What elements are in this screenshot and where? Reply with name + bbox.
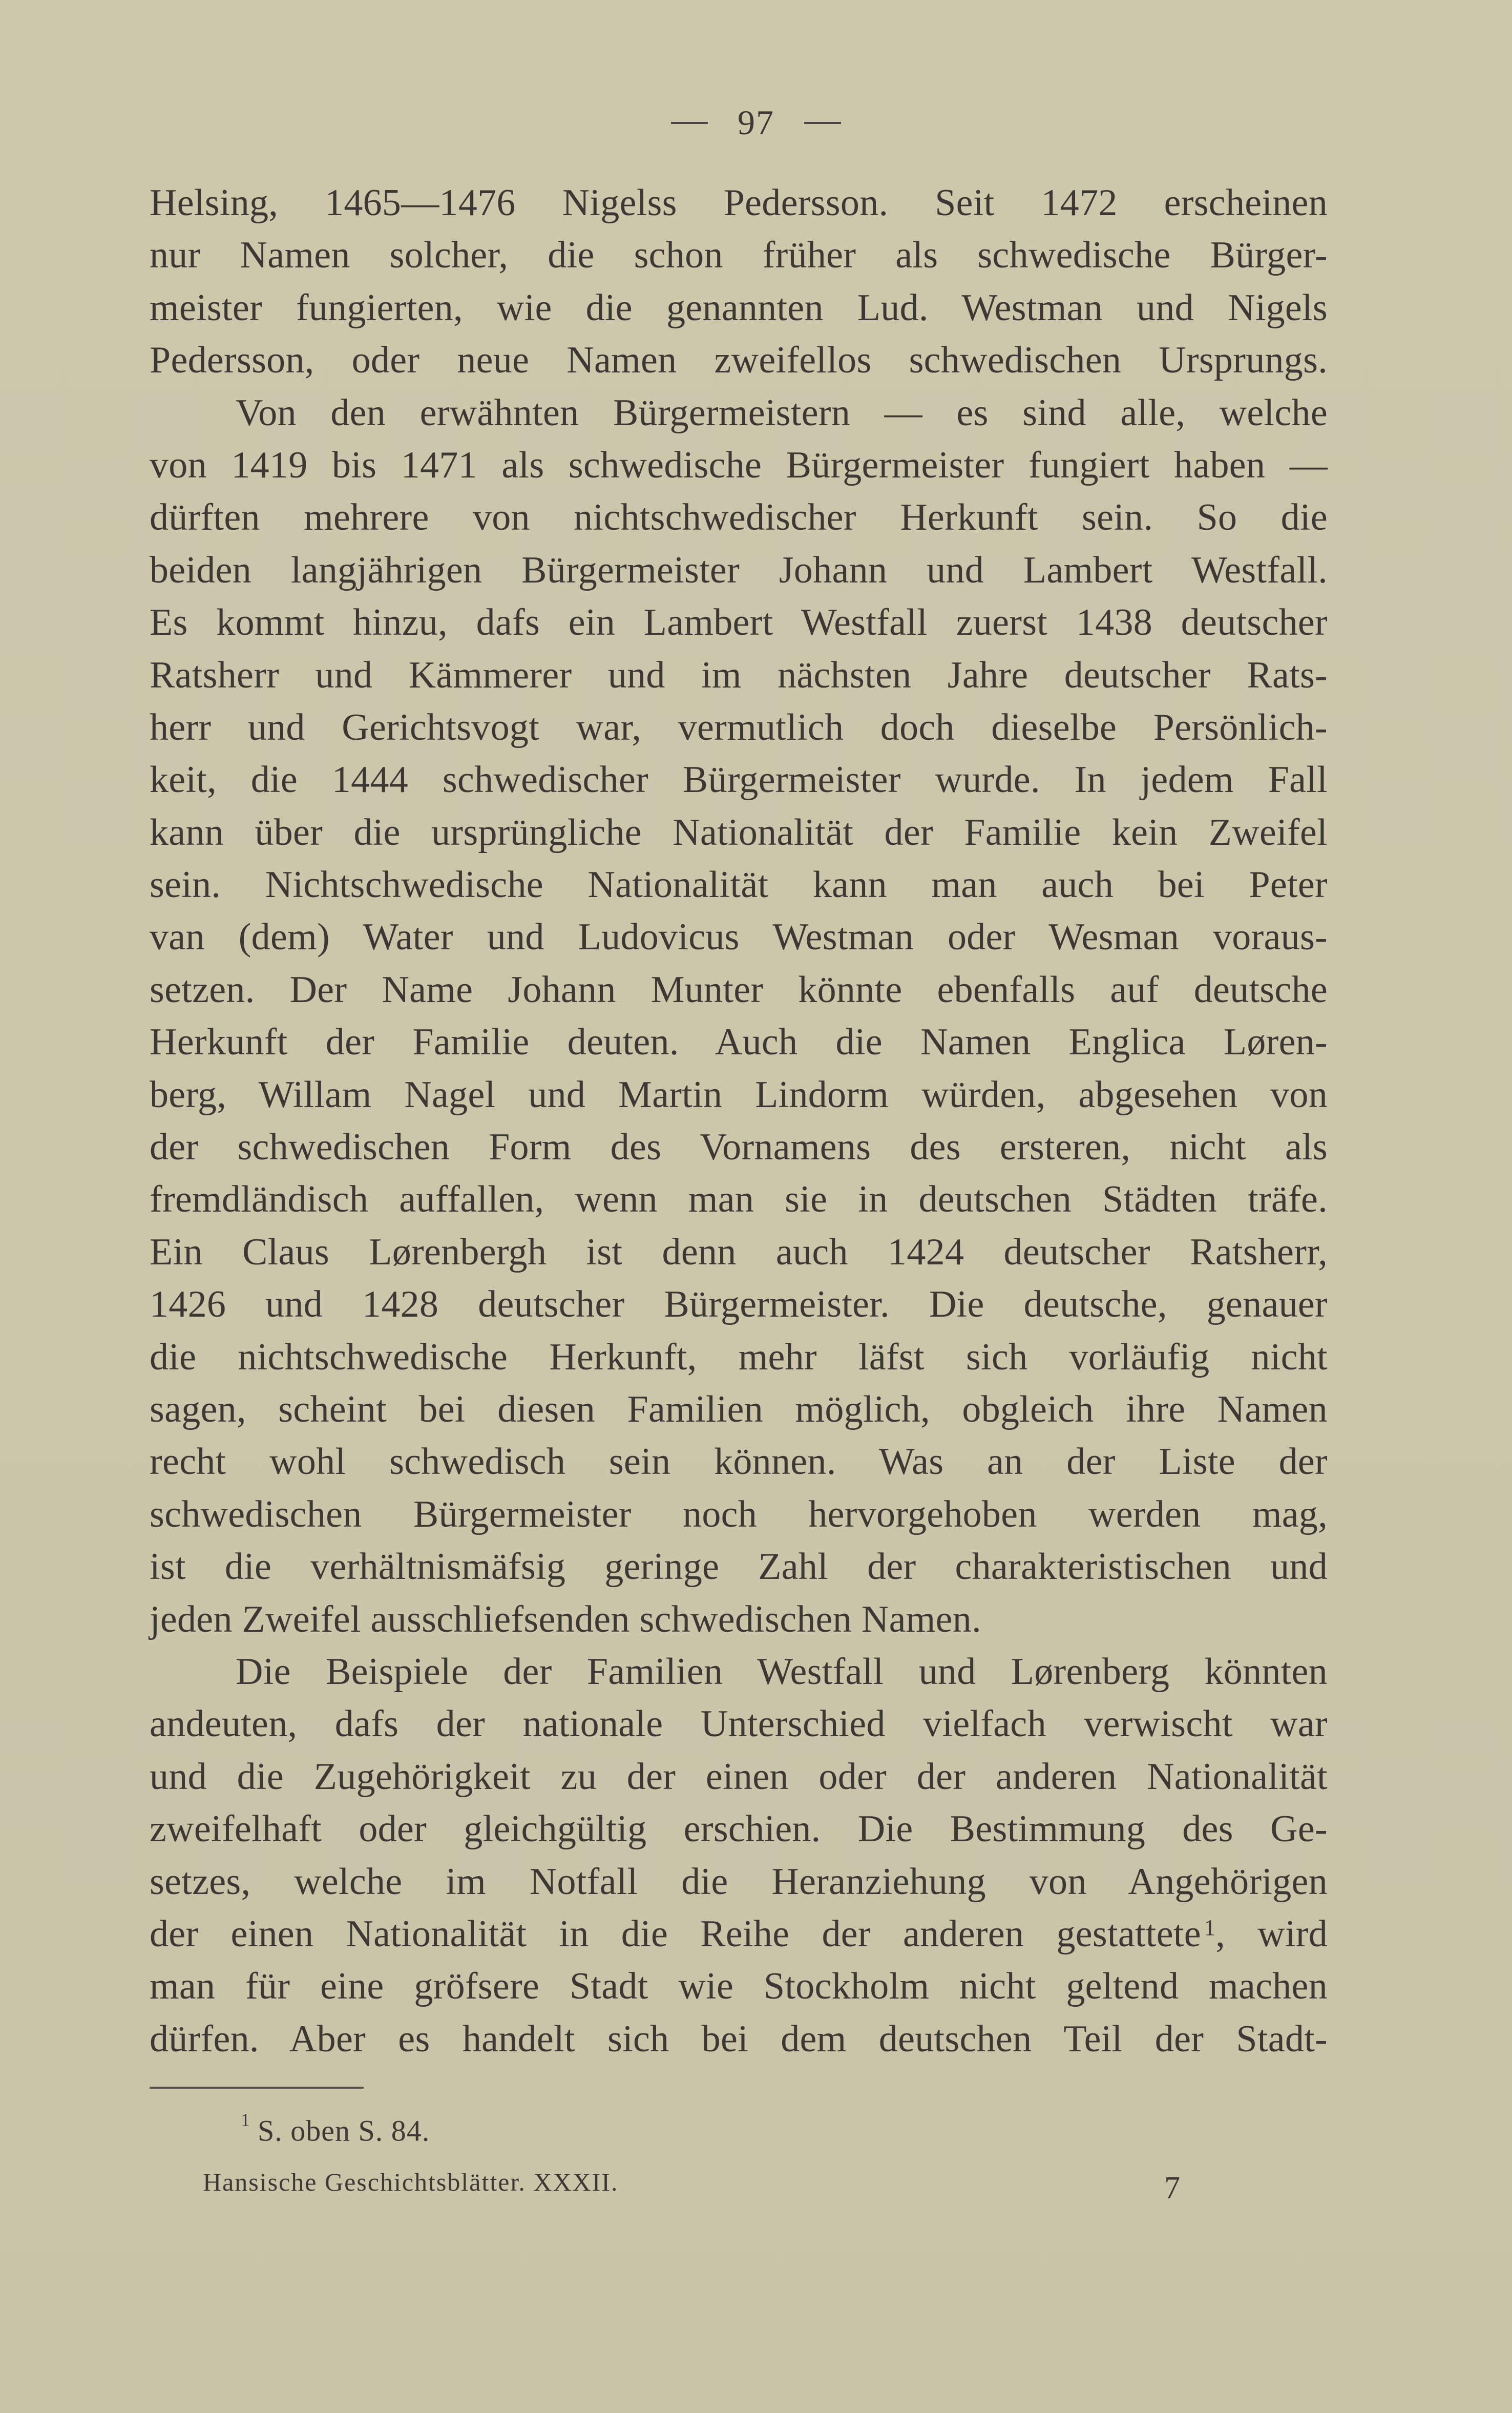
sheet-signature-number: 7 bbox=[1164, 2171, 1181, 2206]
footnote-text: S. oben S. 84. bbox=[258, 2114, 430, 2148]
text-line: Es kommt hinzu, dafs ein Lambert Westfall zuerst 1438 deutscher bbox=[150, 601, 1328, 644]
text-line: recht wohl schwedisch sein können. Was an der Liste der bbox=[150, 1441, 1328, 1483]
paragraph-2 bbox=[150, 387, 1328, 1646]
footnote-marker: 1 bbox=[241, 2110, 250, 2130]
text-line: andeuten, dafs der nationale Unterschied vielfach verwischt war bbox=[150, 1703, 1328, 1745]
paragraph-3 bbox=[150, 1646, 1328, 2065]
text-line: schwedischen Bürgermeister noch hervorgehoben werden mag, bbox=[150, 1493, 1328, 1535]
body-text bbox=[150, 177, 1328, 2065]
text-line: Helsing, 1465—1476 Nigelss Pedersson. Seit 1472 erscheinen bbox=[150, 182, 1328, 224]
text-line: berg, Willam Nagel und Martin Lindorm würden, abgesehen von bbox=[150, 1073, 1328, 1116]
text-line: setzes, welche im Notfall die Heranziehung von Angehörigen bbox=[150, 1860, 1328, 1903]
text-line: sein. Nichtschwedische Nationalität kann man auch bei Peter bbox=[150, 864, 1328, 906]
text-line: meister fungierten, wie die genannten Lud. Westman und Nigels bbox=[150, 286, 1328, 329]
header-dash-left bbox=[671, 122, 708, 124]
text-line: dürfen. Aber es handelt sich bei dem deutschen Teil der Stadt- bbox=[150, 2017, 1328, 2060]
header-dash-right bbox=[804, 122, 841, 124]
footnote-reference[interactable]: 1 bbox=[1204, 1915, 1216, 1940]
text-line: sagen, scheint bei diesen Familien möglich, obgleich ihre Namen bbox=[150, 1388, 1328, 1430]
text-line: kann über die ursprüngliche Nationalität der Familie kein Zweifel bbox=[150, 811, 1328, 854]
text-line: beiden langjährigen Bürgermeister Johann und Lambert Westfall. bbox=[150, 549, 1328, 591]
text-line: jeden Zweifel ausschliefsenden schwedischen Namen. bbox=[150, 1598, 981, 1640]
footnote bbox=[241, 2110, 430, 2148]
text-line: fremdländisch auffallen, wenn man sie in deutschen Städten träfe. bbox=[150, 1178, 1328, 1221]
text-line: setzen. Der Name Johann Munter könnte ebenfalls auf deutsche bbox=[150, 968, 1328, 1011]
journal-title: Hansische Geschichtsblätter. XXXII. bbox=[203, 2168, 619, 2196]
page-header bbox=[0, 102, 1512, 143]
signature-line bbox=[203, 2167, 1181, 2206]
text-line: von 1419 bis 1471 als schwedische Bürgermeister fungiert haben — bbox=[150, 444, 1328, 486]
text-line: Die Beispiele der Familien Westfall und Lørenberg könnten bbox=[236, 1650, 1328, 1693]
text-line: van (dem) Water und Ludovicus Westman oder Wesman voraus- bbox=[150, 916, 1328, 959]
text-line: Von den erwähnten Bürgermeistern — es sind alle, welche bbox=[236, 391, 1328, 434]
line-text-after-ref: , wird bbox=[1215, 1912, 1328, 1955]
text-line: und die Zugehörigkeit zu der einen oder der anderen Nationalität bbox=[150, 1755, 1328, 1798]
text-line: keit, die 1444 schwedischer Bürgermeister wurde. In jedem Fall bbox=[150, 759, 1328, 801]
text-line: Herkunft der Familie deuten. Auch die Namen Englica Løren- bbox=[150, 1021, 1328, 1064]
text-line: nur Namen solcher, die schon früher als schwedische Bürger- bbox=[150, 234, 1328, 277]
text-line: Ratsherr und Kämmerer und im nächsten Jahre deutscher Rats- bbox=[150, 654, 1328, 696]
text-line: 1426 und 1428 deutscher Bürgermeister. Die deutsche, genauer bbox=[150, 1283, 1328, 1326]
text-line: der schwedischen Form des Vornamens des ersteren, nicht als bbox=[150, 1126, 1328, 1169]
paragraph-1 bbox=[150, 177, 1328, 387]
text-line: ist die verhältnismäfsig geringe Zahl der charakteristischen und bbox=[150, 1546, 1328, 1588]
text-line-with-footnote-ref bbox=[150, 1908, 1328, 1960]
text-line: Pedersson, oder neue Namen zweifellos schwedischen Ursprungs. bbox=[150, 339, 1328, 382]
text-line: man für eine gröfsere Stadt wie Stockholm nicht geltend machen bbox=[150, 1965, 1328, 2008]
text-line: zweifelhaft oder gleichgültig erschien. Die Bestimmung des Ge- bbox=[150, 1808, 1328, 1850]
text-line: herr und Gerichtsvogt war, vermutlich doch dieselbe Persönlich- bbox=[150, 706, 1328, 748]
text-line: Ein Claus Lørenbergh ist denn auch 1424 deutscher Ratsherr, bbox=[150, 1231, 1328, 1273]
page-number: 97 bbox=[738, 103, 774, 142]
text-line: die nichtschwedische Herkunft, mehr läfst sich vorläufig nicht bbox=[150, 1336, 1328, 1378]
line-text-before-ref: der einen Nationalität in die Reihe der anderen gestattete bbox=[150, 1912, 1201, 1955]
text-line: dürften mehrere von nichtschwedischer Herkunft sein. So die bbox=[150, 496, 1328, 539]
footnote-divider bbox=[150, 2087, 364, 2089]
